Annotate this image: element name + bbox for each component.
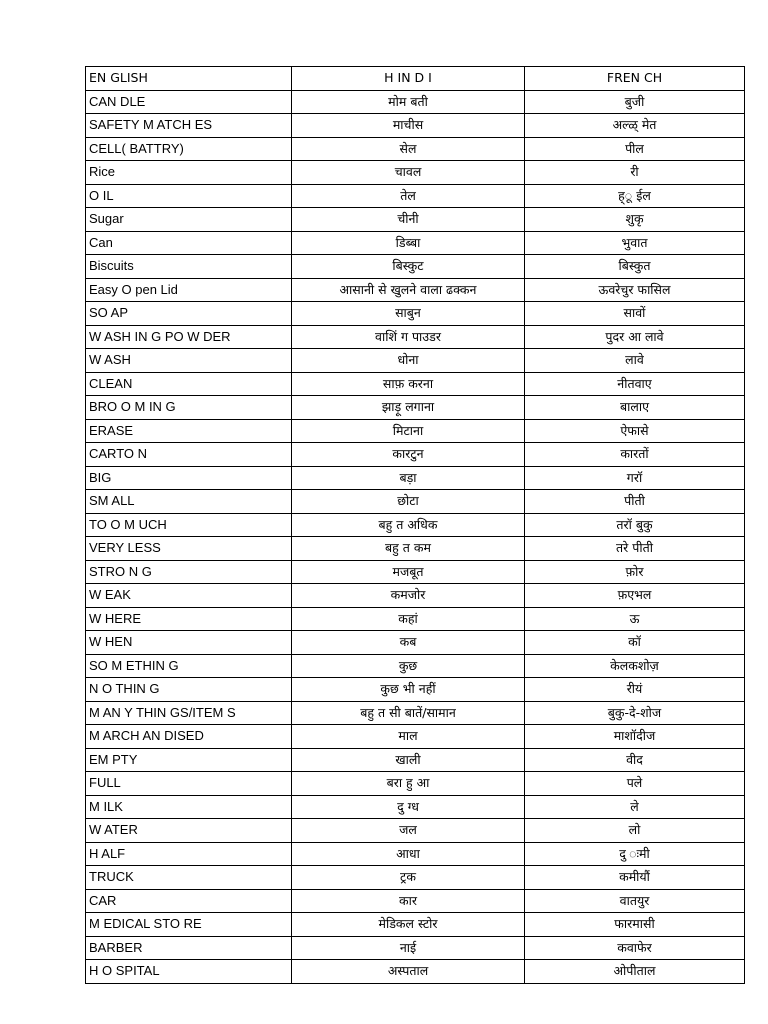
table-row [86,114,745,138]
english-cell: Rice [86,161,292,185]
english-cell: CLEAN [86,372,292,396]
hindi-cell: मोम बती [292,90,525,114]
header-row [86,67,745,91]
table-row [86,513,745,537]
french-cell: पीती [525,490,745,514]
french-cell: ऐफासे [525,419,745,443]
table-row [86,654,745,678]
hindi-cell: बिस्कुट [292,255,525,279]
english-cell: M ILK [86,795,292,819]
table-row [86,490,745,514]
english-cell: VERY LESS [86,537,292,561]
vocabulary-rows [86,90,745,983]
header-english: EN GLISH [86,67,292,91]
table-row [86,231,745,255]
table-row [86,184,745,208]
hindi-cell: कुछ भी नहीं [292,678,525,702]
hindi-cell: कमजोर [292,584,525,608]
french-cell: रीयं [525,678,745,702]
french-cell: कारतों [525,443,745,467]
hindi-cell: बड़ा [292,466,525,490]
english-cell: BRO O M IN G [86,396,292,420]
english-cell: TO O M UCH [86,513,292,537]
vocabulary-table [85,66,745,984]
english-cell: FULL [86,772,292,796]
table-row [86,678,745,702]
french-cell: गरॉ [525,466,745,490]
hindi-cell: तेल [292,184,525,208]
table-row [86,208,745,232]
header-hindi: H IN D I [292,67,525,91]
hindi-cell: छोटा [292,490,525,514]
english-cell: H O SPITAL [86,960,292,984]
table-row [86,725,745,749]
english-cell: W ASH IN G PO W DER [86,325,292,349]
french-cell: भुवात [525,231,745,255]
hindi-cell: धोना [292,349,525,373]
table-row [86,419,745,443]
english-cell: W HERE [86,607,292,631]
french-cell: तरॉ बुकु [525,513,745,537]
hindi-cell: बहु त सी बातें/सामान [292,701,525,725]
english-cell: H ALF [86,842,292,866]
english-cell: BARBER [86,936,292,960]
french-cell: शुकृ [525,208,745,232]
french-cell: बुजी [525,90,745,114]
english-cell: CELL( BATTRY) [86,137,292,161]
table-row [86,960,745,984]
hindi-cell: आसानी से खुलने वाला ढक्कन [292,278,525,302]
english-cell: STRO N G [86,560,292,584]
french-cell: नीतवाए [525,372,745,396]
french-cell: वातयुर [525,889,745,913]
table-row [86,466,745,490]
table-row [86,560,745,584]
english-cell: W ATER [86,819,292,843]
table-row [86,607,745,631]
english-cell: Can [86,231,292,255]
table-row [86,255,745,279]
french-cell: ऊवरेचुर फासिल [525,278,745,302]
french-cell: पुदर आ लावे [525,325,745,349]
french-cell: फ़ोर [525,560,745,584]
table-row [86,278,745,302]
table-row [86,819,745,843]
french-cell: कवाफेर [525,936,745,960]
english-cell: M EDICAL STO RE [86,913,292,937]
table-row [86,372,745,396]
table-row [86,137,745,161]
hindi-cell: कार [292,889,525,913]
table-row [86,913,745,937]
english-cell: ERASE [86,419,292,443]
french-cell: री [525,161,745,185]
english-cell: M ARCH AN DISED [86,725,292,749]
english-cell: Sugar [86,208,292,232]
english-cell: W ASH [86,349,292,373]
english-cell: Biscuits [86,255,292,279]
english-cell: SO AP [86,302,292,326]
hindi-cell: मेडिकल स्टोर [292,913,525,937]
table-row [86,842,745,866]
french-cell: कॉ [525,631,745,655]
french-cell: बालाए [525,396,745,420]
table-row [86,889,745,913]
table-row [86,631,745,655]
french-cell: पील [525,137,745,161]
english-cell: SAFETY M ATCH ES [86,114,292,138]
english-cell: M AN Y THIN GS/ITEM S [86,701,292,725]
english-cell: CARTO N [86,443,292,467]
english-cell: TRUCK [86,866,292,890]
french-cell: केलकशोज़ [525,654,745,678]
french-cell: ओपीताल [525,960,745,984]
french-cell: फ़एभल [525,584,745,608]
hindi-cell: माल [292,725,525,749]
hindi-cell: मिटाना [292,419,525,443]
hindi-cell: नाई [292,936,525,960]
table-row [86,161,745,185]
french-cell: ले [525,795,745,819]
english-cell: O IL [86,184,292,208]
hindi-cell: बहु त अधिक [292,513,525,537]
french-cell: बिस्कुत [525,255,745,279]
table-row [86,936,745,960]
hindi-cell: वाशिं ग पाउडर [292,325,525,349]
hindi-cell: चावल [292,161,525,185]
table-row [86,866,745,890]
english-cell: W EAK [86,584,292,608]
french-cell: ह्ू ईल [525,184,745,208]
table-row [86,701,745,725]
english-cell: EM PTY [86,748,292,772]
french-cell: कमीयौं [525,866,745,890]
table-row [86,584,745,608]
english-cell: CAN DLE [86,90,292,114]
table-row [86,396,745,420]
hindi-cell: बहु त कम [292,537,525,561]
french-cell: लावे [525,349,745,373]
english-cell: SO M ETHIN G [86,654,292,678]
vocabulary-sheet [85,66,744,984]
hindi-cell: आधा [292,842,525,866]
header-french: FREN CH [525,67,745,91]
hindi-cell: सेल [292,137,525,161]
hindi-cell: डिब्बा [292,231,525,255]
english-cell: BIG [86,466,292,490]
hindi-cell: दु ग्ध [292,795,525,819]
table-row [86,795,745,819]
french-cell: तरे पीती [525,537,745,561]
table-row [86,302,745,326]
hindi-cell: जल [292,819,525,843]
english-cell: SM ALL [86,490,292,514]
table-row [86,537,745,561]
english-cell: CAR [86,889,292,913]
table-row [86,349,745,373]
french-cell: अल्ळ् मेत [525,114,745,138]
french-cell: माशॉदीज [525,725,745,749]
table-row [86,748,745,772]
french-cell: लो [525,819,745,843]
hindi-cell: कारटुन [292,443,525,467]
french-cell: बुकु-दे-शोज [525,701,745,725]
french-cell: पले [525,772,745,796]
english-cell: N O THIN G [86,678,292,702]
french-cell: ऊ [525,607,745,631]
table-row [86,90,745,114]
french-cell: सावों [525,302,745,326]
french-cell: वीद [525,748,745,772]
hindi-cell: झाड़ू लगाना [292,396,525,420]
hindi-cell: खाली [292,748,525,772]
hindi-cell: साबुन [292,302,525,326]
english-cell: W HEN [86,631,292,655]
hindi-cell: अस्पताल [292,960,525,984]
hindi-cell: कब [292,631,525,655]
hindi-cell: कहां [292,607,525,631]
hindi-cell: बरा हु आ [292,772,525,796]
hindi-cell: चीनी [292,208,525,232]
english-cell: Easy O pen Lid [86,278,292,302]
hindi-cell: मजबूत [292,560,525,584]
hindi-cell: माचीस [292,114,525,138]
table-row [86,772,745,796]
hindi-cell: कुछ [292,654,525,678]
table-row [86,443,745,467]
hindi-cell: ट्रक [292,866,525,890]
french-cell: दु ःमी [525,842,745,866]
french-cell: फारमासी [525,913,745,937]
table-row [86,325,745,349]
hindi-cell: साफ़ करना [292,372,525,396]
